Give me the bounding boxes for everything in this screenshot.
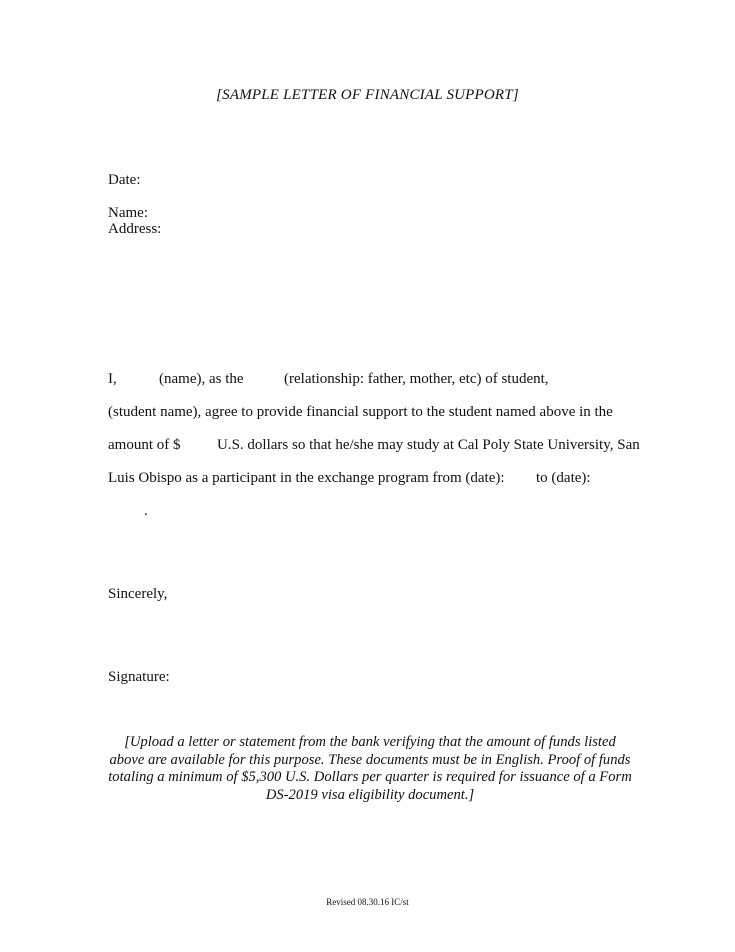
body-line4-to-date: to (date): (536, 470, 591, 486)
body-line3-rest: U.S. dollars so that he/she may study at Cal Poly State University, San (217, 437, 640, 453)
document-title: [SAMPLE LETTER OF FINANCIAL SUPPORT] (216, 87, 519, 103)
note-line: totaling a minimum of $5,300 U.S. Dollars per quarter is required for issuance of a Form (108, 769, 632, 785)
body-line1-relationship: (relationship: father, mother, etc) of student, (284, 371, 549, 387)
instructions-note (100, 734, 640, 804)
note-line: DS-2019 visa eligibility document.] (265, 786, 475, 803)
name-label: Name: (108, 205, 148, 221)
closing-sincerely: Sincerely, (108, 586, 168, 602)
body-line1-i: I, (108, 371, 117, 387)
body-line2: (student name), agree to provide financial support to the student named above in the (108, 404, 613, 420)
revision-footer: Revised 08.30.16 IC/st (326, 897, 409, 907)
body-line1-name: (name), as the (159, 371, 244, 387)
body-line4: Luis Obispo as a participant in the exchange program from (date): (108, 470, 505, 486)
body-line3-amount: amount of $ (108, 437, 181, 453)
stray-period: . (144, 503, 148, 519)
note-line: [Upload a letter or statement from the bank verifying that the amount of funds listed (124, 734, 616, 750)
note-line: above are available for this purpose. These documents must be in English. Proof of funds (109, 751, 631, 768)
signature-label: Signature: (108, 669, 170, 685)
address-label: Address: (108, 221, 162, 237)
date-label: Date: (108, 172, 141, 188)
